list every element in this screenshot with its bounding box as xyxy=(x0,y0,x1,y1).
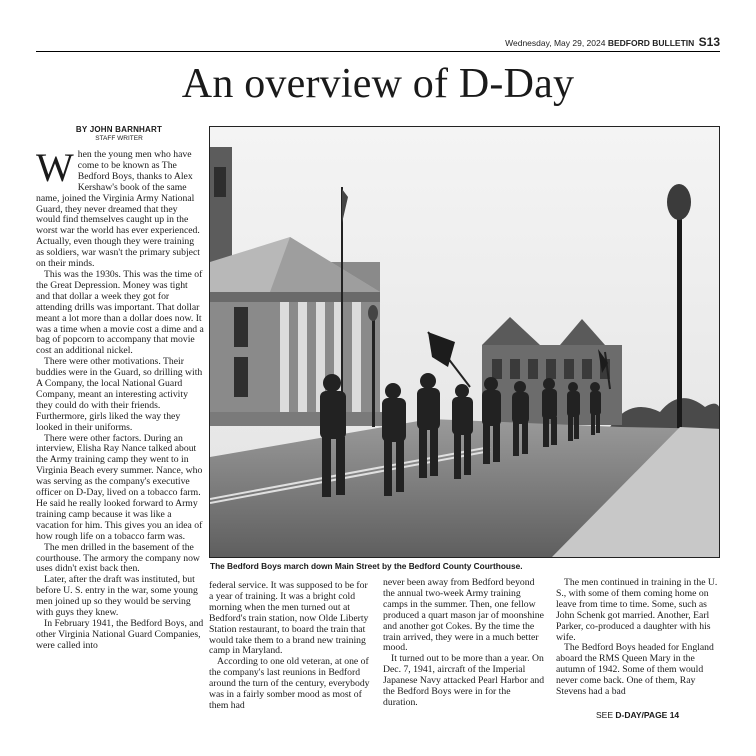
publication-name: BEDFORD BULLETIN xyxy=(607,38,695,48)
article-paragraph: The men drilled in the basement of the courthouse. The armory the company now uses didn't exist back then. xyxy=(36,541,200,575)
article-paragraph: In February 1941, the Bedford Boys, and other Virginia National Guard Companies, were called into xyxy=(36,617,204,651)
page-number: S13 xyxy=(698,35,720,49)
article-column-4 xyxy=(556,578,720,708)
byline xyxy=(36,125,202,142)
article-paragraph: The men continued in training in the U. S., with some of them coming home on leave from time to time. Some, such as John Schenk got married. Another, Earl Parker, co-produced a daughter with his wife. xyxy=(556,578,718,643)
article-paragraph: There were other motivations. Their buddies were in the Guard, so drilling with A Company, the local National Guard Company, meant an interesting activity they could do with their friends. Furthermore, girls liked the way they looked in their uniforms. xyxy=(36,356,203,433)
article-column-2 xyxy=(209,581,373,721)
masthead xyxy=(36,35,720,51)
article-paragraph: never been away from Bedford beyond the annual two-week Army training camps in the summer. Then, one fellow produced a quart mason jar of moonshine and another got Cokes. By the time the train arrived, they were in a much better mood. xyxy=(383,578,544,654)
headline: An overview of D-Day xyxy=(181,61,575,107)
jump-line[interactable] xyxy=(596,710,679,720)
article-paragraph: This was the 1930s. This was the time of the Great Depression. Money was tight and that dollar a week they got for attending drills was important. That dollar meant a lot more than a dollar does now. It was a time when a movie cost a dime and a bag of popcorn to accompany that movie cost an additional nickel. xyxy=(36,268,204,357)
jump-prefix: SEE xyxy=(596,710,614,720)
photo-caption: The Bedford Boys march down Main Street by the Bedford County Courthouse. xyxy=(210,561,523,571)
masthead-rule xyxy=(36,51,720,52)
article-paragraph: According to one old veteran, at one of the company's last reunions in Bedford around the turn of the century, everybody was in a fairly somber mood as most of them had xyxy=(209,656,370,711)
article-column-1 xyxy=(36,150,204,725)
article-paragraph: Later, after the draft was instituted, but before U. S. entry in the war, some young men joined up so they would be serving with guys they knew. xyxy=(36,574,198,619)
photo-illustration xyxy=(210,127,720,558)
article-paragraph: federal service. It was supposed to be for a year of training. It was a bright cold morning when the men turned out at Bedford's train station, now Olde Liberty Station restaurant, to board the train that would take them to a brand new training camp in Maryland. xyxy=(209,581,369,657)
byline-title: STAFF WRITER xyxy=(95,135,143,142)
article-column-3 xyxy=(383,578,547,721)
article-paragraph: There were other factors. During an interview, Elisha Ray Nance talked about the Army training camp they went to in Virginia Beach every summer. Nance, who was serving as the company's executive officer on D-Day, lived on a tobacco farm. He said he really looked forward to Army training camp because it was like a vacation for him. This gives you an idea of how rough life on a tobacco farm was. xyxy=(36,432,203,542)
news-photo xyxy=(209,126,720,558)
jump-reference[interactable]: D-DAY/PAGE 14 xyxy=(615,710,680,720)
byline-name: BY JOHN BARNHART xyxy=(75,125,163,134)
drop-cap: W xyxy=(36,150,74,190)
issue-date: Wednesday, May 29, 2024 xyxy=(505,38,606,48)
article-paragraph: It turned out to be more than a year. On Dec. 7, 1941, aircraft of the Imperial Japanese Navy attacked Pearl Harbor and the Bedford Boys were in for the duration. xyxy=(383,653,545,708)
article-paragraph: hen the young men who have come to be known as The Bedford Boys, thanks to Alex Kershaw's book of the same name, joined the Virginia Army National Guard, they never dreamed that they would find themselves caught up in the worst war the world has ever experienced. Actually, even though they were training as soldiers, war wasn't the primary subject on their minds. xyxy=(36,150,200,270)
article-paragraph: The Bedford Boys headed for England aboard the RMS Queen Mary in the autumn of 1942. Some of them would never come back. One of them, Ray Stevens had a bad xyxy=(556,642,714,698)
